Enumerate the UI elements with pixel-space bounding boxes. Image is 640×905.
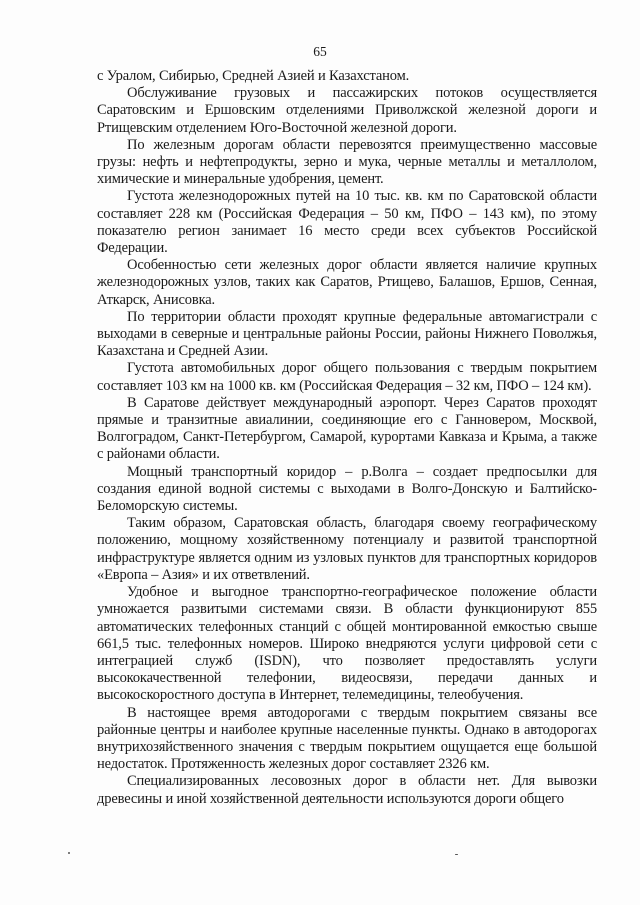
paragraph: Таким образом, Саратовская область, благодаря своему географическому положению, мощному хозяйственному потенциалу и развитой транспортной инфраструктуре является одним из узловых пунктов для транспортных коридоров «Европа – Азия» и их ответвлений.: [97, 515, 597, 583]
paragraph: По железным дорогам области перевозятся преимущественно массовые грузы: нефть и нефтепродукты, зерно и мука, черные металлы и металлолом, химические и минеральные удобрения, цемент.: [97, 136, 597, 188]
paragraph: Густота железнодорожных путей на 10 тыс. кв. км по Саратовской области составляет 228 км (Российская Федерация – 50 км, ПФО – 143 км), по этому показателю регион занимает 16 место среди всех субъектов Российской Федерации.: [97, 188, 597, 257]
paragraph: с Уралом, Сибирью, Средней Азией и Казахстаном.: [97, 68, 410, 84]
paragraph: Густота автомобильных дорог общего пользования с твердым покрытием составляет 103 км на 1000 кв. км (Российская Федерация – 32 км, ПФО – 124 км).: [97, 360, 597, 394]
scan-speck: [455, 854, 458, 855]
paragraph: Обслуживание грузовых и пассажирских потоков осуществляется Саратовским и Ершовским отделениями Приволжской железной дороги и Ртищевским отделением Юго-Восточной железной дороги.: [97, 85, 597, 136]
paragraph: Мощный транспортный коридор – р.Волга – создает предпосылки для создания единой водной системы с выходами в Волго-Донскую и Балтийско-Беломорскую системы.: [97, 463, 597, 515]
page-number: 65: [313, 44, 327, 59]
document-body: [97, 68, 597, 808]
scan-speck: [68, 852, 70, 854]
paragraph: В Саратове действует международный аэропорт. Через Саратов проходят прямые и транзитные авиалинии, соединяющие его с Ганновером, Москвой, Волгоградом, Санкт-Петербургом, Самарой, курортами Кавказа и Крыма, а также с районами области.: [97, 394, 597, 463]
paragraph: В настоящее время автодорогами с твердым покрытием связаны все районные центры и наиболее крупные населенные пункты. Однако в автодорогах внутрихозяйственного значения с твердым покрытием ощущается еще большой недостаток. Протяженность железных дорог составляет 2326 км.: [97, 704, 597, 773]
paragraph: По территории области проходят крупные федеральные автомагистрали с выходами в северные и центральные районы России, районы Нижнего Поволжья, Казахстана и Средней Азии.: [97, 308, 597, 360]
paragraph: Особенностью сети железных дорог области является наличие крупных железнодорожных узлов, таких как Саратов, Ртищево, Балашов, Ершов, Сенная, Аткарск, Анисовка.: [97, 257, 597, 308]
paragraph: Специализированных лесовозных дорог в области нет. Для вывозки древесины и иной хозяйственной деятельности используются дороги общего: [97, 773, 597, 807]
paragraph: Удобное и выгодное транспортно-географическое положение области умножается развитыми системами связи. В области функционируют 855 автоматических телефонных станций с общей монтированной емкостью свыше 661,5 тыс. телефонных номеров. Широко внедряются услуги цифровой сети с интеграцией служб (ISDN), что позволяет предоставлять услуги высококачественной телефонии, видеосвязи, передачи данных и высокоскоростного доступа в Интернет, телемедицины, телеобучения.: [97, 584, 597, 704]
